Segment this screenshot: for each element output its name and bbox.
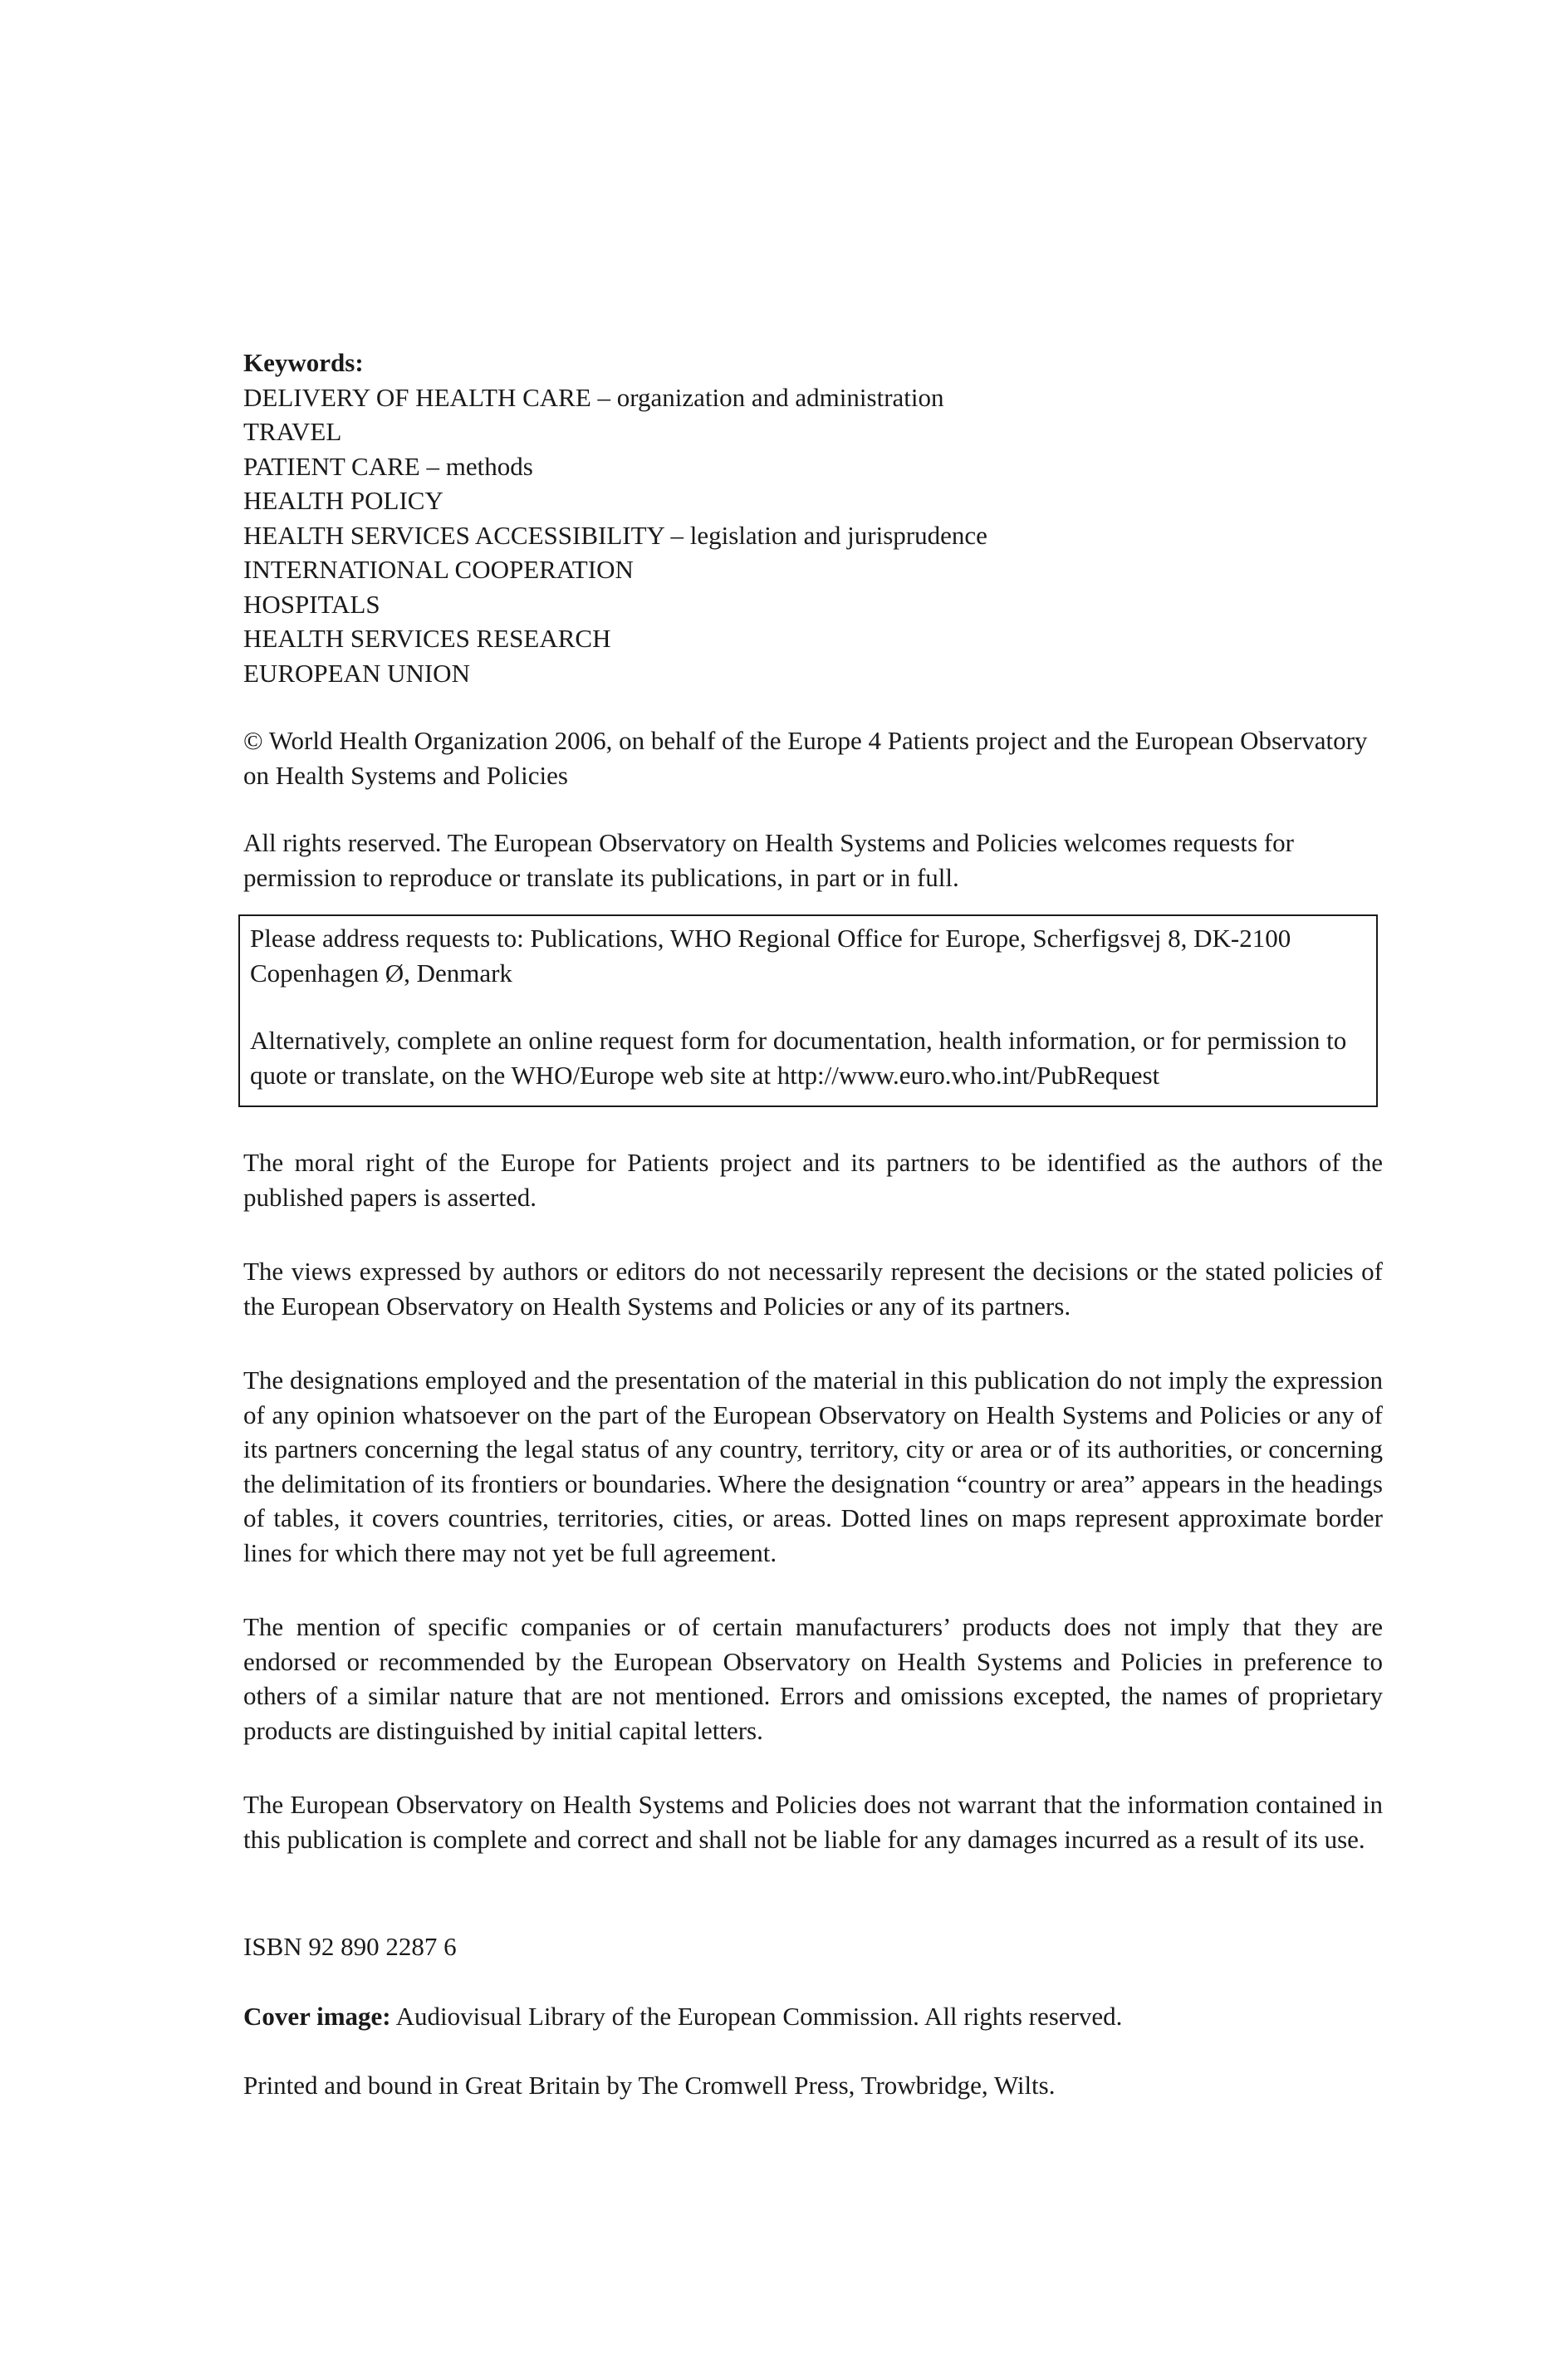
request-address-box bbox=[238, 914, 1378, 1107]
keyword-item: EUROPEAN UNION bbox=[243, 658, 470, 688]
keyword-item: HEALTH SERVICES ACCESSIBILITY – legislation and jurisprudence bbox=[243, 520, 987, 550]
keyword-item: HEALTH SERVICES RESEARCH bbox=[243, 624, 611, 653]
keyword-item: HEALTH POLICY bbox=[243, 486, 443, 515]
keyword-item: HOSPITALS bbox=[243, 589, 380, 619]
copyright-notice: © World Health Organization 2006, on behalf of the Europe 4 Patients project and the European Observatory on Health Systems and Policies bbox=[243, 726, 1368, 790]
views-paragraph: The views expressed by authors or editors do not necessarily represent the decisions or the stated policies of the European Observatory on Health Systems and Policies or any of its partners. bbox=[243, 1257, 1383, 1321]
cover-image-text: Audiovisual Library of the European Commission. All rights reserved. bbox=[390, 2001, 1123, 2031]
request-alternative: Alternatively, complete an online request form for documentation, health information, or for permission to quote or translate, on the WHO/Europe web site at http://www.euro.who.int/PubRequest bbox=[250, 1026, 1347, 1090]
printer-info: Printed and bound in Great Britain by The Cromwell Press, Trowbridge, Wilts. bbox=[243, 2071, 1056, 2100]
moral-right-paragraph: The moral right of the Europe for Patients project and its partners to be identified as the authors of the published papers is asserted. bbox=[243, 1148, 1383, 1212]
designations-paragraph: The designations employed and the presentation of the material in this publication do not imply the expression of any opinion whatsoever on the part of the European Observatory on Health Systems and Policies or any of its partners concerning the legal status of any country, territory, city or area or of its authorities, or concerning the delimitation of its frontiers or boundaries. Where the designation “country or area” appears in the headings of tables, it covers countries, territories, cities, or areas. Dotted lines on maps represent approximate border lines for which there may not yet be full agreement. bbox=[243, 1365, 1383, 1567]
keyword-item: PATIENT CARE – methods bbox=[243, 451, 533, 481]
keywords-block bbox=[243, 346, 1383, 690]
keyword-item: INTERNATIONAL COOPERATION bbox=[243, 555, 634, 584]
keyword-item: TRAVEL bbox=[243, 417, 342, 446]
keyword-item: DELIVERY OF HEALTH CARE – organization and administration bbox=[243, 382, 944, 412]
cover-image-label: Cover image: bbox=[243, 2001, 391, 2031]
mention-paragraph: The mention of specific companies or of certain manufacturers’ products does not imply that they are endorsed or recommended by the European Observatory on Health Systems and Policies in preference to others of a similar nature that are not mentioned. Errors and omissions excepted, the names of proprietary products are distinguished by initial capital letters. bbox=[243, 1612, 1383, 1745]
rights-statement: All rights reserved. The European Observatory on Health Systems and Policies welcomes requests for permission to reproduce or translate its publications, in part or in full. bbox=[243, 828, 1294, 892]
warranty-paragraph: The European Observatory on Health Systems and Policies does not warrant that the information contained in this publication is complete and correct and shall not be liable for any damages incurred as a result of its use. bbox=[243, 1790, 1383, 1854]
keywords-heading: Keywords: bbox=[243, 348, 364, 377]
isbn-number: ISBN 92 890 2287 6 bbox=[243, 1932, 457, 1961]
imprint-page bbox=[243, 346, 1383, 2103]
cover-image-credit bbox=[243, 1999, 1383, 2034]
request-address: Please address requests to: Publications, WHO Regional Office for Europe, Scherfigsvej 8, DK-2100 Copenhagen Ø, Denmark bbox=[250, 924, 1291, 988]
